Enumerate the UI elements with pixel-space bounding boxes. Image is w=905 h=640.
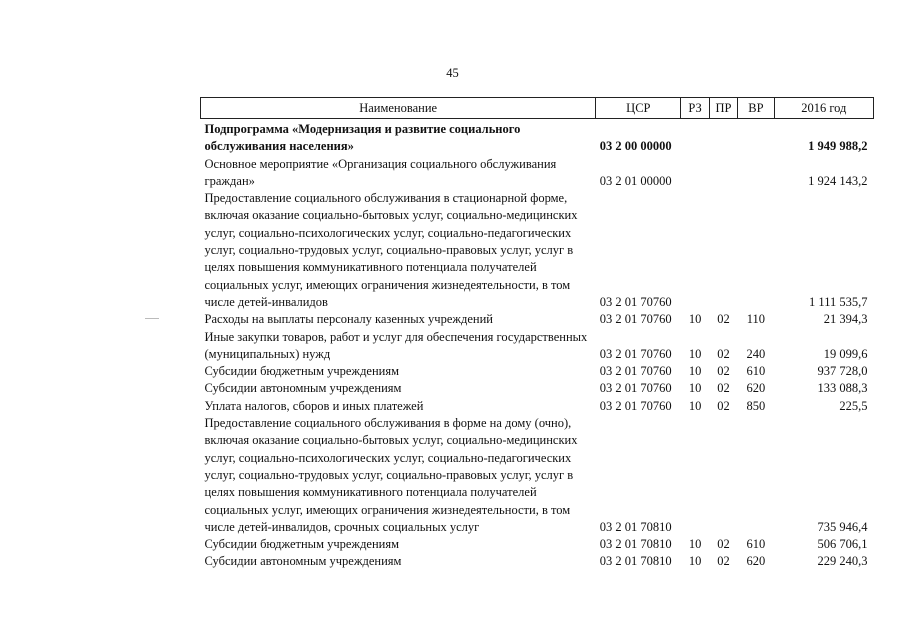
table-row bbox=[201, 536, 874, 553]
cell-name: Субсидии автономным учреждениям bbox=[204, 554, 402, 569]
cell-rz: 10 bbox=[688, 398, 702, 413]
cell-pr bbox=[709, 156, 737, 191]
cell-amount: 225,5 bbox=[839, 398, 868, 413]
cell-pr: 02 bbox=[717, 364, 730, 379]
cell-csr: 03 2 01 70810 bbox=[599, 537, 672, 552]
cell-vr: 610 bbox=[746, 537, 766, 552]
table-body bbox=[201, 119, 874, 571]
cell-vr bbox=[738, 415, 774, 536]
cell-amount: 21 394,3 bbox=[823, 312, 868, 327]
cell-vr: 620 bbox=[746, 381, 766, 396]
table-header-row bbox=[201, 98, 874, 119]
cell-amount: 506 706,1 bbox=[817, 537, 868, 552]
table-row bbox=[201, 398, 874, 415]
cell-csr: 03 2 01 70810 bbox=[599, 519, 672, 534]
cell-amount: 229 240,3 bbox=[817, 554, 868, 569]
cell-name: Субсидии бюджетным учреждениям bbox=[204, 537, 400, 552]
header-name: Наименование bbox=[201, 98, 596, 119]
cell-pr: 02 bbox=[717, 537, 730, 552]
cell-name: Иные закупки товаров, работ и услуг для обеспечения государственных (муниципальных) нужд bbox=[204, 329, 588, 361]
cell-pr: 02 bbox=[717, 398, 730, 413]
cell-name: Предоставление социального обслуживания в стационарной форме, включая оказание социально-бытовых услуг, социально-медицинских услуг, социально-психологических услуг, социально-педагогических услуг, социально-трудовых услуг, социально-правовых услуг, услуг в целях повышения коммуникативного потенциала получателей социальных услуг, имеющих ограничения жизнедеятельности, в том числе детей-инвалидов bbox=[204, 191, 578, 309]
cell-amount: 19 099,6 bbox=[823, 346, 868, 361]
table-row bbox=[201, 363, 874, 380]
cell-vr bbox=[738, 121, 774, 156]
cell-amount: 735 946,4 bbox=[817, 519, 868, 534]
cell-csr: 03 2 01 70760 bbox=[599, 364, 672, 379]
table-row bbox=[201, 553, 874, 570]
cell-amount: 1 949 988,2 bbox=[808, 139, 868, 154]
cell-rz: 10 bbox=[688, 346, 702, 361]
table-row bbox=[201, 121, 874, 156]
cell-name: Подпрограмма «Модернизация и развитие социального обслуживания населения» bbox=[204, 122, 521, 154]
cell-pr bbox=[709, 190, 737, 311]
cell-rz bbox=[681, 415, 709, 536]
cell-csr: 03 2 01 70760 bbox=[599, 312, 672, 327]
cell-rz bbox=[681, 190, 709, 311]
cell-vr: 850 bbox=[746, 398, 766, 413]
cell-rz bbox=[681, 121, 709, 156]
cell-vr: 610 bbox=[746, 364, 766, 379]
cell-amount: 937 728,0 bbox=[817, 364, 868, 379]
scan-speck bbox=[145, 318, 159, 319]
page-number: 45 bbox=[446, 66, 459, 80]
cell-rz: 10 bbox=[688, 537, 702, 552]
cell-rz: 10 bbox=[688, 381, 702, 396]
header-year: 2016 год bbox=[774, 98, 873, 119]
cell-pr bbox=[709, 415, 737, 536]
cell-name: Основное мероприятие «Организация социального обслуживания граждан» bbox=[204, 156, 557, 188]
cell-rz: 10 bbox=[688, 554, 702, 569]
cell-csr: 03 2 01 70760 bbox=[599, 294, 672, 309]
budget-table bbox=[200, 97, 874, 571]
table-row bbox=[201, 329, 874, 364]
cell-amount: 133 088,3 bbox=[817, 381, 868, 396]
cell-name: Субсидии автономным учреждениям bbox=[204, 381, 402, 396]
cell-name: Субсидии бюджетным учреждениям bbox=[204, 364, 400, 379]
cell-amount: 1 111 535,7 bbox=[809, 294, 868, 309]
cell-vr: 620 bbox=[746, 554, 766, 569]
table-row bbox=[201, 415, 874, 536]
cell-name: Расходы на выплаты персоналу казенных учреждений bbox=[204, 312, 493, 327]
cell-csr: 03 2 01 70810 bbox=[599, 554, 672, 569]
cell-csr: 03 2 01 70760 bbox=[599, 398, 672, 413]
table-row bbox=[201, 311, 874, 328]
cell-vr: 110 bbox=[746, 312, 766, 327]
header-rz: РЗ bbox=[681, 98, 709, 119]
table-row bbox=[201, 156, 874, 191]
header-vr: ВР bbox=[738, 98, 774, 119]
cell-pr: 02 bbox=[717, 554, 730, 569]
header-csr: ЦСР bbox=[596, 98, 681, 119]
cell-name: Предоставление социального обслуживания в форме на дому (очно), включая оказание социально-бытовых услуг, социально-медицинских услуг, социально-психологических услуг, социально-педагогических услуг, социально-трудовых услуг, социально-правовых услуг, услуг в целях повышения коммуникативного потенциала получателей социальных услуг, имеющих ограничения жизнедеятельности, в том числе детей-инвалидов, срочных социальных услуг bbox=[204, 416, 578, 534]
cell-pr: 02 bbox=[717, 381, 730, 396]
cell-csr: 03 2 01 70760 bbox=[599, 381, 672, 396]
cell-amount: 1 924 143,2 bbox=[808, 173, 868, 188]
cell-vr bbox=[738, 190, 774, 311]
cell-csr: 03 2 01 70760 bbox=[599, 346, 672, 361]
cell-rz bbox=[681, 156, 709, 191]
cell-vr bbox=[738, 156, 774, 191]
cell-csr: 03 2 01 00000 bbox=[599, 173, 672, 188]
cell-rz: 10 bbox=[688, 312, 702, 327]
cell-pr: 02 bbox=[717, 312, 730, 327]
header-pr: ПР bbox=[709, 98, 737, 119]
cell-name: Уплата налогов, сборов и иных платежей bbox=[204, 398, 424, 413]
table-row bbox=[201, 380, 874, 397]
cell-pr: 02 bbox=[717, 346, 730, 361]
cell-rz: 10 bbox=[688, 364, 702, 379]
table-row bbox=[201, 190, 874, 311]
cell-vr: 240 bbox=[746, 346, 766, 361]
cell-pr bbox=[709, 121, 737, 156]
cell-csr: 03 2 00 00000 bbox=[599, 139, 672, 154]
